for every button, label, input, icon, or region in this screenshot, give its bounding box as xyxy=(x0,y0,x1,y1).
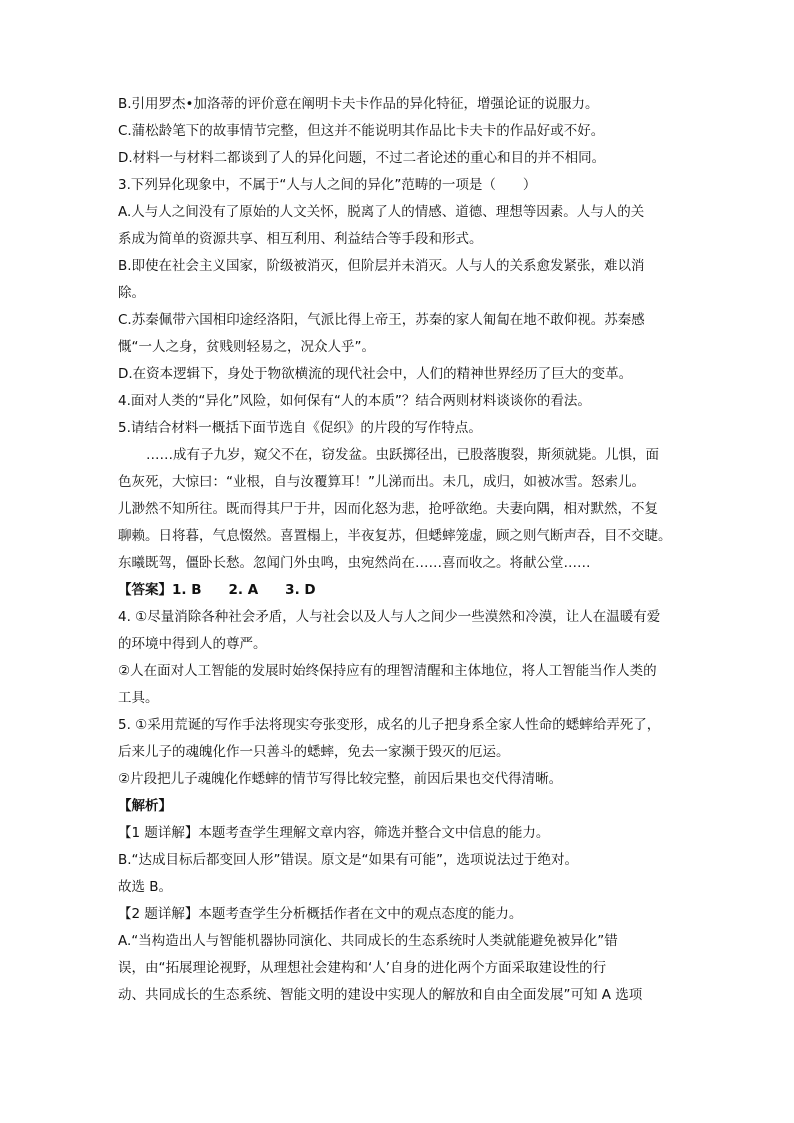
answer-5-line: 5. ①采用荒诞的写作手法将现实夸张变形，成名的儿子把身系全家人性命的蟋蟀给弄死了， xyxy=(118,717,661,733)
answer-4-point-2-line-2: 工具。 xyxy=(118,690,159,706)
detail-1-explanation: B.“达成目标后都变回人形”错误。原文是“如果有可能”，选项说法过于绝对。 xyxy=(118,852,579,868)
option-d-line: D.材料一与材料二都谈到了人的异化问题，不过二者论述的重心和目的并不相同。 xyxy=(118,150,606,166)
detail-2-explanation: A.“当构造出人与智能机器协同演化、共同成长的生态系统时人类就能避免被异化”错 xyxy=(118,933,618,949)
excerpt-line: 东曦既驾，僵卧长愁。忽闻门外虫鸣，虫宛然尚在……喜而收之。将献公堂…… xyxy=(118,555,591,571)
question-3-line: 3.下列异化现象中，不属于“人与人之间的异化”范畴的一项是（ ） xyxy=(118,177,537,193)
option-c-line: C.蒲松龄笔下的故事情节完整，但这并不能说明其作品比卡夫卡的作品好或不好。 xyxy=(118,123,605,139)
question-5-line: 5.请结合材料一概括下面节选自《促织》的片段的写作特点。 xyxy=(118,420,482,436)
answer-4-line: 4. ①尽量消除各种社会矛盾，人与社会以及人与人之间少一些漠然和冷漠，让人在温暖有爱 xyxy=(118,609,661,625)
detail-2-explanation-2: 误，由“拓展理论视野，从理想社会建构和‘人’自身的进化两个方面采取建设性的行 xyxy=(118,960,607,976)
option-b-line: B.引用罗杰•加洛蒂的评价意在阐明卡夫卡作品的异化特征，增强论证的说服力。 xyxy=(118,96,599,112)
detail-2-explanation-3: 动、共同成长的生态系统、智能文明的建设中实现人的解放和自由全面发展”可知 A 选项 xyxy=(118,987,643,1003)
answer-key-line: 【答案】1. B 2. A 3. D xyxy=(118,582,316,598)
analysis-heading: 【解析】 xyxy=(118,798,172,814)
excerpt-line: 色灰死，大惊曰：“业根，自与汝覆算耳！”儿涕而出。未几，成归，如被冰雪。怒索儿。 xyxy=(118,474,645,490)
q3-option-c-line: C.苏秦佩带六国相印途经洛阳，气派比得上帝王，苏秦的家人匍匐在地不敢仰视。苏秦感 xyxy=(118,312,645,328)
q3-option-a-line: A.人与人之间没有了原始的人文关怀，脱离了人的情感、道德、理想等因素。人与人的关 xyxy=(118,204,645,220)
answer-4-point-2-line: ②人在面对人工智能的发展时始终保持应有的理智清醒和主体地位，将人工智能当作人类的 xyxy=(118,663,657,679)
q3-option-b-line-2: 除。 xyxy=(118,285,145,301)
answer-5-line-2: 后来儿子的魂魄化作一只善斗的蟋蟀，免去一家濒于毁灭的厄运。 xyxy=(118,744,510,760)
q3-option-c-line-2: 慨“一人之身，贫贱则轻易之，况众人乎”。 xyxy=(118,339,375,355)
q3-option-b-line: B.即使在社会主义国家，阶级被消灭，但阶层并未消灭。人与人的关系愈发紧张，难以消 xyxy=(118,258,645,274)
answer-5-point-2-line: ②片段把儿子魂魄化作蟋蟀的情节写得比较完整，前因后果也交代得清晰。 xyxy=(118,771,563,787)
detail-1-conclusion: 故选 B。 xyxy=(118,879,173,895)
excerpt-line: 儿渺然不知所往。既而得其尸于井，因而化怒为悲，抢呼欲绝。夫妻向隅，相对默然，不复 xyxy=(118,501,658,517)
detail-1-heading: 【1 题详解】本题考查学生理解文章内容，筛选并整合文中信息的能力。 xyxy=(118,825,550,841)
answer-4-line-2: 的环境中得到人的尊严。 xyxy=(118,636,267,652)
excerpt-line: ……成有子九岁，窥父不在，窃发盆。虫跃掷径出，已股落腹裂，斯须就毙。儿惧，面 xyxy=(146,447,659,463)
q3-option-a-line-2: 系成为简单的资源共享、相互利用、利益结合等手段和形式。 xyxy=(118,231,483,247)
q3-option-d-line: D.在资本逻辑下，身处于物欲横流的现代社会中，人们的精神世界经历了巨大的变革。 xyxy=(118,366,633,382)
detail-2-heading: 【2 题详解】本题考查学生分析概括作者在文中的观点态度的能力。 xyxy=(118,906,523,922)
excerpt-line: 聊赖。日将暮，气息惙然。喜置榻上，半夜复苏，但蟋蟀笼虚，顾之则气断声吞，目不交睫。 xyxy=(118,528,672,544)
question-4-line: 4.面对人类的“异化”风险，如何保有“人的本质”？结合两则材料谈谈你的看法。 xyxy=(118,393,591,409)
